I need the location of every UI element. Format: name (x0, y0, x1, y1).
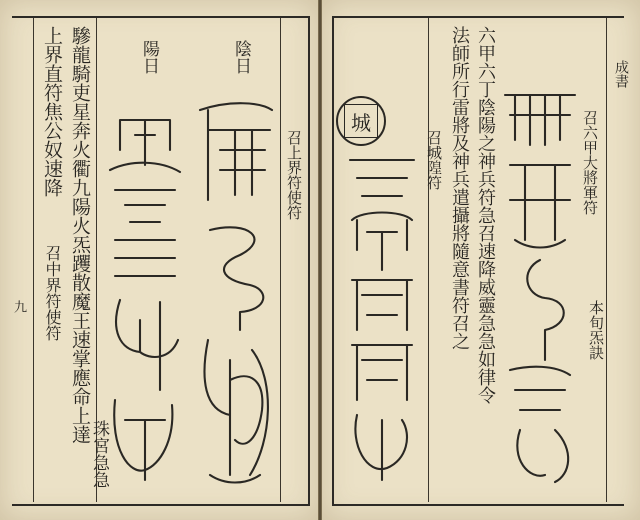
yang-day-label: 陽日 (139, 40, 159, 74)
incantation-tail: 珠宮急急 (89, 420, 109, 488)
city-god-talisman (342, 150, 422, 490)
attribution: 本旬炁訣 (587, 300, 605, 360)
left-margin-title: 九 (11, 300, 26, 313)
text-column-3: 召城隍符 (425, 130, 443, 190)
six-jia-general-talisman (500, 70, 580, 490)
yin-day-talisman (190, 80, 280, 490)
yin-day-label: 陰日 (231, 40, 251, 74)
seal-char: 城 (344, 104, 378, 138)
right-margin-title: 成書 (613, 60, 629, 88)
yang-day-talisman (100, 90, 190, 490)
text-column-1: 六甲六丁陰陽之神兵符急召速降威靈急急如律令 (475, 26, 496, 404)
text-column-2: 法師所行雷將及神兵遣攝將隨意書符召之 (449, 26, 470, 350)
right-page (322, 0, 640, 520)
header-rule: 召六甲大將軍符 (581, 110, 599, 215)
column-divider (280, 18, 281, 502)
caption-rule: 召上界符使符 (285, 130, 303, 220)
left-page (0, 0, 318, 520)
column-divider (606, 18, 607, 502)
incantation-column-1: 驂龍騎吏星奔火衢九陽火炁躩散魔王速掌應命上達 (69, 26, 91, 444)
incantation-column-3: 召中界符使符 (43, 245, 62, 341)
column-divider (33, 18, 34, 502)
incantation-column-2: 上界直符焦公奴速降 (41, 26, 63, 197)
city-god-seal (336, 96, 386, 146)
column-divider (428, 18, 429, 502)
